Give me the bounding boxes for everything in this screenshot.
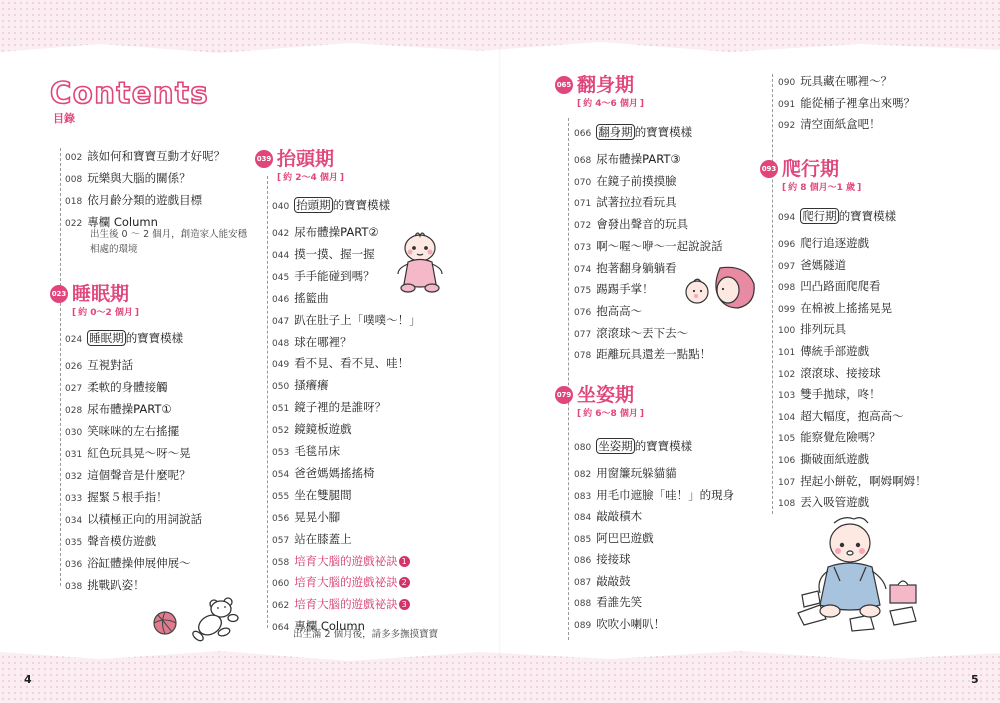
toc-entry[interactable] bbox=[272, 225, 379, 241]
toc-entry[interactable] bbox=[778, 258, 846, 274]
toc-entry[interactable] bbox=[778, 209, 896, 225]
page-ref: 078 bbox=[574, 351, 592, 362]
toc-entry[interactable] bbox=[778, 366, 881, 382]
entry-title: 摸一摸、握一握 bbox=[294, 246, 375, 261]
toc-entry[interactable] bbox=[778, 452, 869, 468]
entry-title: 滾滾球、接接球 bbox=[800, 365, 881, 380]
book-spine bbox=[499, 46, 501, 658]
section-age-range: [ 約 2～4 個月 ] bbox=[277, 170, 344, 183]
page-ref: 107 bbox=[778, 477, 796, 488]
entry-title: 該如何和寶寶互動才好呢？ bbox=[87, 149, 226, 163]
entry-title: 培育大腦的遊戲祕訣 bbox=[294, 597, 398, 612]
entry-title: 敲敲鼓 bbox=[596, 573, 631, 588]
entry-title: 手手能碰到嗎？ bbox=[294, 268, 375, 283]
entry-title: 滾滾球～丟下去～ bbox=[596, 325, 689, 340]
ball-icon bbox=[150, 608, 180, 638]
page-ref: 101 bbox=[778, 348, 796, 358]
toc-entry[interactable] bbox=[574, 282, 654, 298]
toc-entry[interactable] bbox=[65, 358, 133, 374]
page-ref: 051 bbox=[272, 404, 290, 415]
page-ref: 030 bbox=[65, 428, 83, 438]
toc-entry[interactable] bbox=[272, 575, 410, 591]
page-ref: 048 bbox=[272, 338, 290, 349]
toc-entry[interactable] bbox=[65, 149, 225, 165]
toc-entry[interactable] bbox=[272, 313, 421, 329]
toc-entry[interactable] bbox=[778, 96, 915, 112]
toc-entry[interactable] bbox=[574, 552, 631, 568]
number-badge: 2 bbox=[399, 577, 410, 588]
page-ref: 027 bbox=[65, 384, 83, 394]
page-ref: 055 bbox=[272, 491, 290, 502]
entry-title: 球在哪裡？ bbox=[294, 334, 352, 349]
page-ref: 071 bbox=[574, 199, 592, 210]
toc-entry[interactable] bbox=[574, 347, 711, 363]
entry-title: 捏起小餅乾，啊姆啊姆！ bbox=[800, 473, 927, 488]
toc-entry[interactable] bbox=[574, 574, 631, 590]
toc-entry[interactable] bbox=[574, 152, 681, 168]
toc-entry[interactable] bbox=[778, 344, 869, 360]
page-ref: 098 bbox=[778, 283, 796, 294]
entry-title: 笑咪咪的左右搖擺 bbox=[87, 424, 180, 438]
toc-line-col4 bbox=[772, 74, 773, 514]
section-badge: 065 bbox=[555, 76, 573, 94]
section-age-range: [ 約 6～8 個月 ] bbox=[577, 406, 644, 419]
section-badge: 039 bbox=[255, 150, 273, 168]
toc-entry[interactable] bbox=[574, 195, 677, 211]
entry-title: 聲音模仿遊戲 bbox=[87, 534, 157, 548]
entry-title: 排列玩具 bbox=[800, 322, 847, 337]
toc-entry[interactable] bbox=[574, 531, 654, 547]
entry-title: 在棉被上搖搖晃晃 bbox=[800, 300, 893, 315]
toc-entry[interactable] bbox=[272, 466, 375, 482]
page-ref: 082 bbox=[574, 470, 592, 480]
page-ref: 088 bbox=[574, 599, 592, 609]
entry-title: 鏡鏡板遊戲 bbox=[294, 422, 352, 437]
entry-title: 清空面紙盒吧！ bbox=[800, 117, 881, 131]
toc-entry[interactable] bbox=[272, 532, 352, 548]
page-ref: 090 bbox=[778, 78, 796, 88]
toc-entry[interactable] bbox=[272, 269, 375, 285]
toc-entry[interactable] bbox=[778, 387, 881, 403]
page-ref: 086 bbox=[574, 556, 592, 566]
entry-title: 會發出聲音的玩具 bbox=[596, 217, 689, 232]
page-ref: 092 bbox=[778, 121, 796, 131]
page-title: Contents bbox=[50, 76, 210, 110]
column-note-line: 出生滿 2 個月後，請多多撫摸寶寶 bbox=[293, 629, 439, 640]
entry-title: 的寶寶模樣 bbox=[125, 331, 184, 345]
toc-entry[interactable] bbox=[65, 556, 191, 572]
section-title[interactable]: 翻身期 bbox=[577, 74, 635, 96]
entry-title: 玩樂與大腦的關係？ bbox=[87, 171, 191, 185]
entry-title: 用窗簾玩躲貓貓 bbox=[596, 466, 677, 480]
toc-entry[interactable] bbox=[574, 466, 677, 482]
entry-title: 依月齡分類的遊戲目標 bbox=[87, 193, 203, 207]
entry-title: 用毛巾遮臉「哇！」的現身 bbox=[596, 487, 735, 502]
number-badge: 3 bbox=[399, 599, 410, 610]
page-ref: 099 bbox=[778, 304, 796, 315]
page-ref: 053 bbox=[272, 448, 290, 458]
entry-title: 的寶寶模樣 bbox=[838, 209, 897, 223]
entry-title: 這個聲音是什麼呢？ bbox=[87, 468, 191, 482]
stage-highlight: 翻身期 bbox=[598, 125, 633, 139]
toc-entry[interactable] bbox=[778, 474, 927, 490]
toc-entry[interactable] bbox=[272, 291, 329, 307]
entry-title: 爬行追逐遊戲 bbox=[800, 236, 870, 250]
page-ref: 070 bbox=[574, 177, 592, 188]
entry-title: 玩具藏在哪裡～？ bbox=[800, 74, 893, 88]
toc-entry[interactable] bbox=[272, 400, 386, 416]
page-ref: 077 bbox=[574, 329, 592, 340]
entry-title: 挑戰趴姿！ bbox=[87, 578, 145, 592]
toc-entry[interactable] bbox=[574, 304, 642, 320]
toc-entry[interactable] bbox=[778, 322, 846, 338]
toc-entry[interactable] bbox=[272, 335, 352, 351]
section-age-range: [ 約 0～2 個月 ] bbox=[72, 305, 139, 318]
entry-title: 爸爸媽媽搖搖椅 bbox=[294, 465, 375, 480]
toc-entry[interactable] bbox=[778, 74, 892, 90]
toc-entry[interactable] bbox=[65, 490, 168, 506]
entry-title: 啊～喔～咿～一起說說話 bbox=[596, 238, 723, 253]
section-age-range: [ 約 8 個月～1 歲 ] bbox=[782, 180, 861, 193]
entry-title: 晃晃小腳 bbox=[294, 509, 341, 524]
page-ref: 028 bbox=[65, 406, 83, 416]
page-ref: 018 bbox=[65, 197, 83, 207]
entry-title: 趴在肚子上「噗噗～！」 bbox=[294, 312, 421, 327]
page-ref: 100 bbox=[778, 326, 796, 337]
toc-entry[interactable] bbox=[272, 356, 409, 372]
page-ref: 083 bbox=[574, 491, 592, 502]
toc-entry[interactable] bbox=[574, 239, 723, 255]
entry-title: 的寶寶模樣 bbox=[332, 198, 391, 212]
toc-entry[interactable] bbox=[65, 424, 179, 440]
number-badge: 1 bbox=[399, 556, 410, 567]
page-subtitle: 目錄 bbox=[53, 112, 75, 125]
entry-title: 抱高高～ bbox=[596, 303, 643, 318]
toc-entry[interactable] bbox=[574, 488, 734, 504]
entry-title: 的寶寶模樣 bbox=[634, 439, 693, 453]
page-ref: 042 bbox=[272, 229, 290, 239]
toc-entry[interactable] bbox=[272, 378, 329, 394]
toc-entry[interactable] bbox=[574, 261, 677, 277]
entry-title: 搔癢癢 bbox=[294, 378, 329, 393]
entry-title: 爸媽隧道 bbox=[800, 257, 847, 272]
page-ref: 049 bbox=[272, 360, 290, 371]
page-ref: 073 bbox=[574, 242, 592, 253]
toc-line-col2 bbox=[267, 176, 268, 628]
page-ref: 040 bbox=[272, 202, 290, 212]
toc-entry[interactable] bbox=[65, 512, 202, 528]
toc-entry[interactable] bbox=[574, 125, 692, 141]
page-ref: 106 bbox=[778, 456, 796, 466]
page-ref: 008 bbox=[65, 175, 83, 185]
page-ref: 096 bbox=[778, 240, 796, 250]
page-ref: 091 bbox=[778, 99, 796, 110]
entry-title: 尿布體操PART③ bbox=[596, 152, 681, 166]
page-ref: 035 bbox=[65, 538, 83, 548]
toc-entry[interactable] bbox=[778, 495, 869, 511]
entry-title: 柔軟的身體接觸 bbox=[87, 380, 168, 394]
entry-title: 培育大腦的遊戲祕訣 bbox=[294, 575, 398, 590]
entry-title: 站在膝蓋上 bbox=[294, 531, 352, 546]
page-ref: 026 bbox=[65, 362, 83, 372]
toc-entry[interactable] bbox=[574, 509, 642, 525]
page-ref: 024 bbox=[65, 335, 83, 345]
toc-entry[interactable] bbox=[272, 488, 352, 504]
sitting-baby-illustration bbox=[384, 226, 456, 298]
page-ref: 046 bbox=[272, 294, 290, 305]
page-ref: 075 bbox=[574, 286, 592, 297]
page-ref: 087 bbox=[574, 577, 592, 588]
page-ref: 066 bbox=[574, 129, 592, 139]
page-ref: 097 bbox=[778, 261, 796, 272]
toc-entry[interactable] bbox=[65, 468, 191, 484]
entry-title: 距離玩具還差一點點！ bbox=[596, 347, 712, 362]
page-ref: 031 bbox=[65, 450, 83, 460]
entry-title: 能從桶子裡拿出來嗎？ bbox=[800, 95, 916, 110]
stage-highlight: 睡眠期 bbox=[89, 331, 124, 345]
section-badge: 093 bbox=[760, 160, 778, 178]
page-ref: 034 bbox=[65, 516, 83, 526]
intro-note-line: 出生後 0 ～ 2 個月，創造家人能安穩 bbox=[90, 229, 248, 240]
entry-title: 抱著翻身躺躺看 bbox=[596, 260, 677, 275]
entry-title: 撕破面紙遊戲 bbox=[800, 452, 870, 466]
toc-entry[interactable] bbox=[65, 331, 183, 347]
toc-entry[interactable] bbox=[778, 409, 904, 425]
entry-title: 專欄 Column bbox=[87, 215, 158, 229]
entry-title: 專欄 Column bbox=[294, 619, 365, 634]
page-ref: 044 bbox=[272, 250, 290, 261]
entry-title: 互視對話 bbox=[87, 358, 134, 372]
page-ref: 105 bbox=[778, 434, 796, 445]
page-ref: 103 bbox=[778, 391, 796, 402]
entry-title: 的寶寶模樣 bbox=[634, 125, 693, 139]
entry-title: 傳統手部遊戲 bbox=[800, 344, 870, 358]
page-ref: 058 bbox=[272, 557, 290, 568]
page-ref: 068 bbox=[574, 156, 592, 166]
toc-entry[interactable] bbox=[778, 236, 869, 252]
stage-highlight: 抬頭期 bbox=[296, 198, 331, 212]
toc-entry[interactable] bbox=[65, 171, 191, 187]
entry-title: 以積極正向的用詞說話 bbox=[87, 512, 203, 526]
entry-title: 踢踢手掌！ bbox=[596, 282, 654, 297]
section-title[interactable]: 抬頭期 bbox=[277, 148, 335, 170]
page-ref: 060 bbox=[272, 579, 290, 590]
toc-entry[interactable] bbox=[574, 595, 642, 611]
toc-entry[interactable] bbox=[574, 326, 688, 342]
entry-title: 丟入吸管遊戲 bbox=[800, 495, 870, 510]
page-ref: 032 bbox=[65, 472, 83, 482]
entry-title: 敲敲積木 bbox=[596, 509, 643, 523]
toc-entry[interactable] bbox=[272, 422, 352, 438]
page-ref: 089 bbox=[574, 620, 592, 631]
section-badge: 079 bbox=[555, 386, 573, 404]
page-ref: 094 bbox=[778, 213, 796, 223]
entry-title: 浴缸體操伸展伸展～ bbox=[87, 556, 191, 570]
entry-title: 超大幅度，抱高高～ bbox=[800, 408, 904, 423]
entry-title: 接接球 bbox=[596, 552, 631, 566]
page-ref: 002 bbox=[65, 153, 83, 163]
entry-title: 尿布體操PART② bbox=[294, 225, 379, 239]
toc-entry[interactable] bbox=[574, 174, 677, 190]
entry-title: 試著拉拉看玩具 bbox=[596, 195, 677, 210]
toc-entry[interactable] bbox=[272, 198, 390, 214]
teddy-bear-icon bbox=[186, 592, 246, 648]
page-ref: 033 bbox=[65, 494, 83, 504]
page-number-right: 5 bbox=[971, 673, 979, 686]
toc-entry[interactable] bbox=[272, 597, 410, 613]
page-ref: 072 bbox=[574, 221, 592, 232]
column-note bbox=[293, 627, 438, 642]
toc-entry[interactable] bbox=[574, 217, 688, 233]
toc-entry[interactable] bbox=[65, 534, 156, 550]
entry-title: 搖籃曲 bbox=[294, 290, 329, 305]
entry-title: 看不見、看不見、哇！ bbox=[294, 356, 410, 371]
entry-title: 毛毯吊床 bbox=[294, 444, 341, 458]
entry-title: 能察覺危險嗎？ bbox=[800, 430, 881, 445]
page-ref: 084 bbox=[574, 513, 592, 523]
toc-entry[interactable] bbox=[272, 247, 375, 263]
entry-title: 紅色玩具晃～呀～晃 bbox=[87, 446, 191, 460]
entry-title: 看誰先笑 bbox=[596, 595, 643, 609]
toc-entry[interactable] bbox=[778, 279, 881, 295]
mother-and-baby-illustration bbox=[680, 262, 760, 312]
page-ref: 102 bbox=[778, 369, 796, 380]
section-title[interactable]: 睡眠期 bbox=[72, 283, 130, 305]
baby-with-tissues-illustration bbox=[790, 515, 940, 635]
page-ref: 056 bbox=[272, 513, 290, 524]
toc-entry[interactable] bbox=[65, 380, 168, 396]
page-ref: 052 bbox=[272, 426, 290, 437]
page-number-left: 4 bbox=[24, 673, 32, 686]
toc-entry[interactable] bbox=[574, 439, 692, 455]
toc-line-col1 bbox=[60, 148, 61, 586]
toc-entry[interactable] bbox=[272, 554, 410, 570]
toc-entry[interactable] bbox=[65, 402, 172, 418]
page-ref: 054 bbox=[272, 469, 290, 480]
toc-entry[interactable] bbox=[65, 446, 191, 462]
entry-title: 阿巴巴遊戲 bbox=[596, 530, 654, 545]
page-ref: 064 bbox=[272, 623, 290, 634]
toc-entry[interactable] bbox=[65, 193, 202, 209]
entry-title: 握緊５根手指！ bbox=[87, 490, 168, 504]
toc-entry[interactable] bbox=[778, 430, 881, 446]
toc-entry[interactable] bbox=[272, 510, 340, 526]
page-ref: 036 bbox=[65, 560, 83, 570]
page-ref: 050 bbox=[272, 382, 290, 393]
section-title[interactable]: 坐姿期 bbox=[577, 384, 635, 406]
toc-entry[interactable] bbox=[778, 117, 881, 133]
page-ref: 047 bbox=[272, 316, 290, 327]
page-ref: 104 bbox=[778, 412, 796, 423]
entry-title: 吹吹小喇叭！ bbox=[596, 616, 666, 631]
toc-entry[interactable] bbox=[574, 617, 665, 633]
stage-highlight: 爬行期 bbox=[802, 209, 837, 223]
toc-entry[interactable] bbox=[778, 301, 892, 317]
entry-title: 在鏡子前摸摸臉 bbox=[596, 173, 677, 188]
page-ref: 062 bbox=[272, 601, 290, 612]
section-badge: 023 bbox=[50, 285, 68, 303]
section-title[interactable]: 爬行期 bbox=[782, 158, 840, 180]
entry-title: 鏡子裡的是誰呀？ bbox=[294, 400, 387, 415]
page-ref: 076 bbox=[574, 307, 592, 318]
entry-title: 凹凸路面爬爬看 bbox=[800, 279, 881, 294]
page-ref: 085 bbox=[574, 534, 592, 545]
page-ref: 074 bbox=[574, 264, 592, 275]
toc-line-col3 bbox=[568, 118, 569, 640]
intro-note bbox=[90, 227, 247, 257]
entry-title: 培育大腦的遊戲祕訣 bbox=[294, 553, 398, 568]
page-ref: 108 bbox=[778, 499, 796, 510]
toc-entry[interactable] bbox=[65, 578, 145, 594]
toc-entry[interactable] bbox=[272, 444, 340, 460]
intro-note-line: 相處的環境 bbox=[90, 244, 138, 255]
section-age-range: [ 約 4～6 個月 ] bbox=[577, 96, 644, 109]
page-ref: 022 bbox=[65, 219, 83, 229]
page-ref: 045 bbox=[272, 272, 290, 283]
page-ref: 038 bbox=[65, 582, 83, 592]
entry-title: 坐在雙腿間 bbox=[294, 487, 352, 502]
page-ref: 057 bbox=[272, 535, 290, 546]
stage-highlight: 坐姿期 bbox=[598, 439, 633, 453]
page-ref: 080 bbox=[574, 443, 592, 453]
entry-title: 雙手拋球，咚！ bbox=[800, 387, 881, 402]
entry-title: 尿布體操PART① bbox=[87, 402, 172, 416]
